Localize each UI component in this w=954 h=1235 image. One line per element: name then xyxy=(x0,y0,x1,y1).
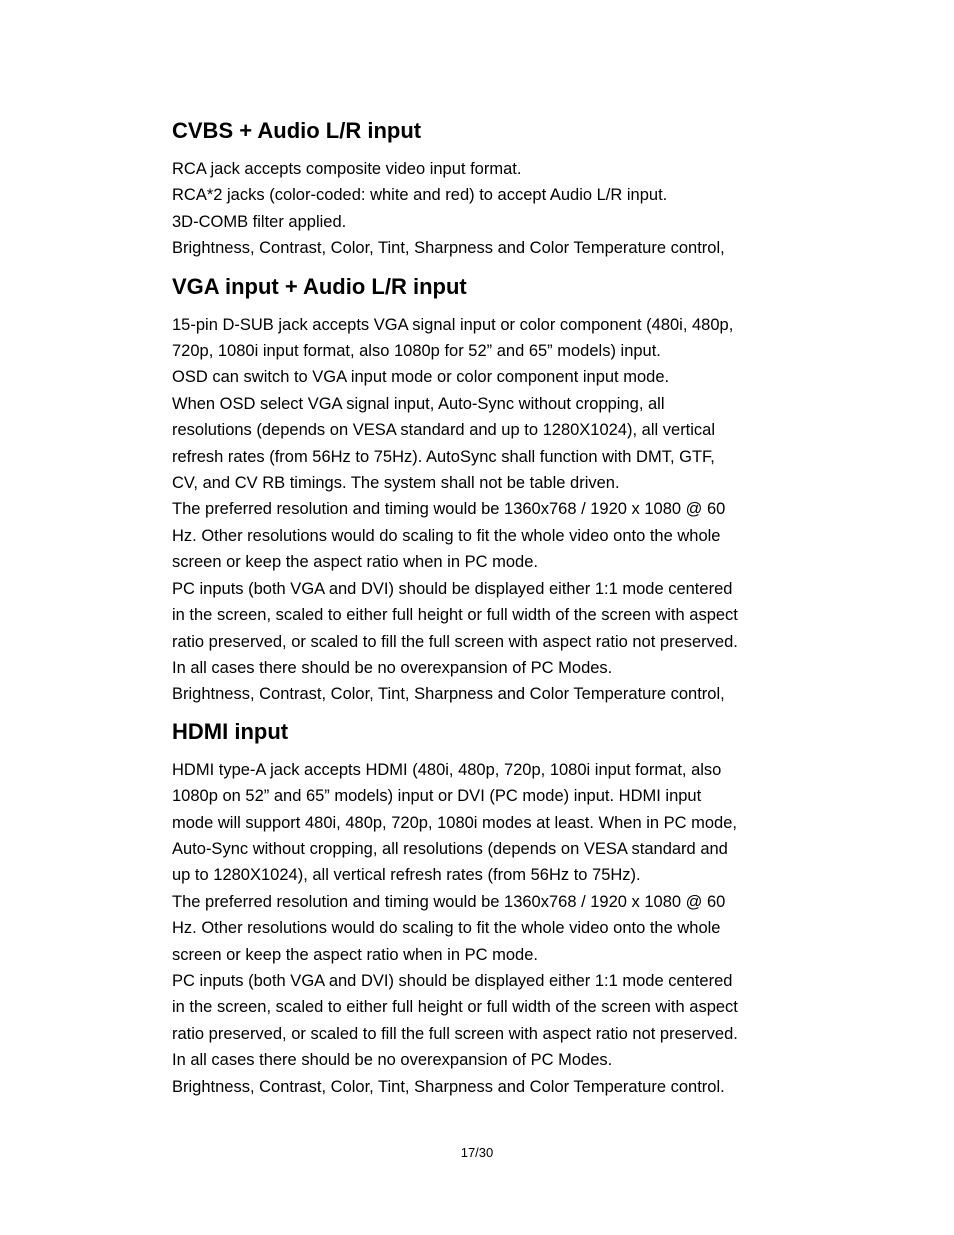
text-line: screen or keep the aspect ratio when in PC mode. xyxy=(172,945,538,964)
text-line: refresh rates (from 56Hz to 75Hz). AutoSync shall function with DMT, GTF, xyxy=(172,447,715,466)
text-line: In all cases there should be no overexpansion of PC Modes. xyxy=(172,658,613,677)
text-line: RCA jack accepts composite video input format. xyxy=(172,160,522,178)
text-line: 15-pin D-SUB jack accepts VGA signal input or color component (480i, 480p, xyxy=(172,315,734,334)
text-line: When OSD select VGA signal input, Auto-Sync without cropping, all xyxy=(172,394,665,413)
text-line: HDMI type-A jack accepts HDMI (480i, 480p, 720p, 1080i input format, also xyxy=(172,760,722,779)
section-vga-audio xyxy=(172,272,782,708)
section-hdmi xyxy=(172,717,782,1100)
section-text xyxy=(172,312,782,708)
text-line: RCA*2 jacks (color-coded: white and red) to accept Audio L/R input. xyxy=(172,186,668,205)
text-line: The preferred resolution and timing would be 1360x768 / 1920 x 1080 @ 60 xyxy=(172,892,726,911)
text-line: 3D-COMB filter applied. xyxy=(172,212,347,231)
text-line: PC inputs (both VGA and DVI) should be displayed either 1:1 mode centered xyxy=(172,971,733,990)
text-line: 720p, 1080i input format, also 1080p for 52” and 65” models) input. xyxy=(172,342,661,361)
section-text xyxy=(172,156,782,262)
document-body xyxy=(172,116,782,1100)
text-line: The preferred resolution and timing would be 1360x768 / 1920 x 1080 @ 60 xyxy=(172,500,726,519)
text-line: mode will support 480i, 480p, 720p, 1080i modes at least. When in PC mode, xyxy=(172,813,737,832)
section-text xyxy=(172,757,782,1100)
text-line: up to 1280X1024), all vertical refresh rates (from 56Hz to 75Hz). xyxy=(172,866,641,885)
text-line: in the screen, scaled to either full height or full width of the screen with aspect xyxy=(172,998,738,1017)
text-line: Auto-Sync without cropping, all resolutions (depends on VESA standard and xyxy=(172,839,728,858)
text-line: Brightness, Contrast, Color, Tint, Sharpness and Color Temperature control, xyxy=(172,685,725,704)
text-line: resolutions (depends on VESA standard and up to 1280X1024), all vertical xyxy=(172,421,716,440)
text-line: Brightness, Contrast, Color, Tint, Sharpness and Color Temperature control, xyxy=(172,239,725,258)
section-cvbs-audio xyxy=(172,116,782,262)
text-line: ratio preserved, or scaled to fill the full screen with aspect ratio not preserved. xyxy=(172,1024,738,1043)
page-number: 17/30 xyxy=(460,1145,494,1160)
text-line: Brightness, Contrast, Color, Tint, Sharpness and Color Temperature control. xyxy=(172,1077,725,1096)
section-heading: CVBS + Audio L/R input xyxy=(172,118,422,143)
text-line: CV, and CV RB timings. The system shall not be table driven. xyxy=(172,474,620,493)
text-line: ratio preserved, or scaled to fill the full screen with aspect ratio not preserved. xyxy=(172,632,738,651)
text-line: in the screen, scaled to either full height or full width of the screen with aspect xyxy=(172,606,738,625)
text-line: OSD can switch to VGA input mode or color component input mode. xyxy=(172,368,670,387)
text-line: screen or keep the aspect ratio when in PC mode. xyxy=(172,553,538,572)
text-line: PC inputs (both VGA and DVI) should be displayed either 1:1 mode centered xyxy=(172,579,733,598)
text-line: 1080p on 52” and 65” models) input or DVI (PC mode) input. HDMI input xyxy=(172,787,702,806)
text-line: Hz. Other resolutions would do scaling to fit the whole video onto the whole xyxy=(172,526,721,545)
section-heading: VGA input + Audio L/R input xyxy=(172,273,467,299)
section-heading: HDMI input xyxy=(172,718,289,744)
text-line: Hz. Other resolutions would do scaling to fit the whole video onto the whole xyxy=(172,919,721,938)
text-line: In all cases there should be no overexpansion of PC Modes. xyxy=(172,1051,613,1070)
